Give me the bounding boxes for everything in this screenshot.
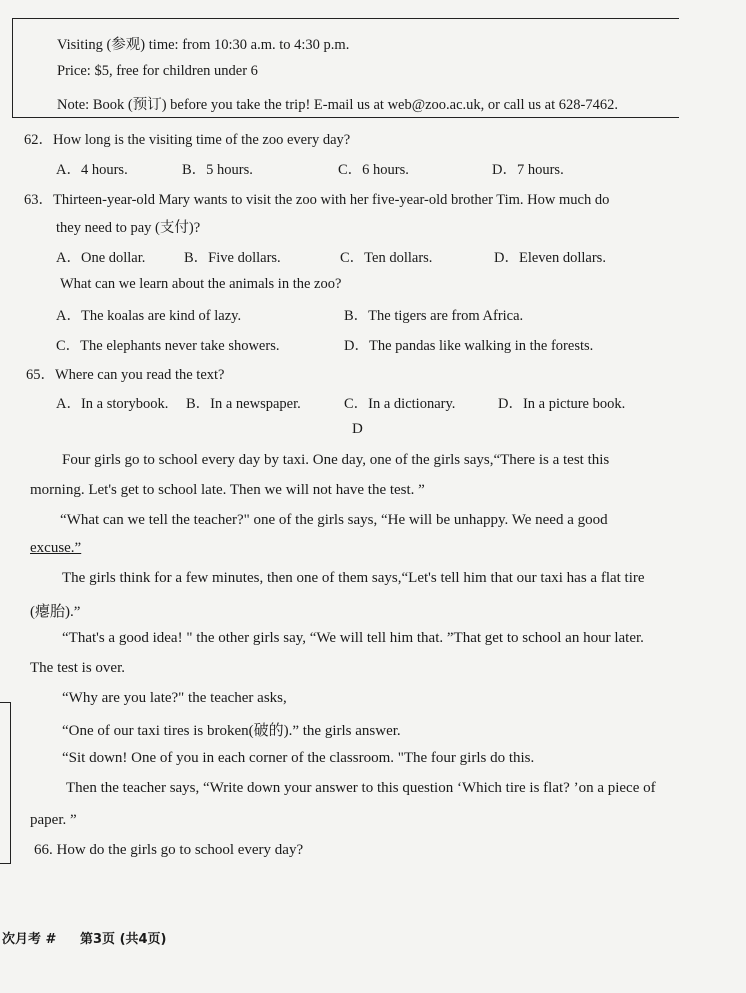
q63-option-a: A．One dollar. [56,250,146,266]
q64-option-b: B．The tigers are from Africa. [344,308,524,324]
booking-note: Note: Book (预订) before you take the trip! E-mail us at web@zoo.ac.uk, or call us at 628-7462. [57,97,618,113]
question-62: 62．How long is the visiting time of the zoo every day? [24,132,351,148]
passage-line: Then the teacher says, “Write down your answer to this question ‘Which tire is flat? ’on a piece of [66,780,656,796]
margin-bracket [0,702,11,864]
price: Price: $5, free for children under 6 [57,63,258,79]
question-66: 66. How do the girls go to school every day? [34,842,304,858]
q63-option-d: D．Eleven dollars. [494,250,606,266]
q65-option-b: B．In a newspaper. [186,396,301,412]
footer-page-number: 第3页 (共4页) [80,932,167,947]
q64-option-c: C．The elephants never take showers. [56,338,280,354]
q64-option-d: D．The pandas like walking in the forests. [344,338,594,354]
passage-line: “Sit down! One of you in each corner of the classroom. "The four girls do this. [62,750,535,766]
passage-line: “That's a good idea! " the other girls say, “We will tell him that. ”That get to school an hour later. [62,630,644,646]
question-63-line2: they need to pay (支付)? [56,220,201,236]
q62-option-d: D．7 hours. [492,162,564,178]
q63-option-c: C．Ten dollars. [340,250,433,266]
passage-line: The girls think for a few minutes, then one of them says,“Let's tell him that our taxi has a flat tire [62,570,645,586]
q62-option-b: B．5 hours. [182,162,253,178]
q65-option-a: A．In a storybook. [56,396,169,412]
footer-exam-label: 次月考 # [2,932,57,947]
q65-option-c: C．In a dictionary. [344,396,456,412]
q62-option-c: C．6 hours. [338,162,409,178]
passage-line: Four girls go to school every day by taxi. One day, one of the girls says,“There is a test this [62,452,610,468]
passage-line: “One of our taxi tires is broken(破的).” the girls answer. [62,723,401,739]
visiting-time: Visiting (参观) time: from 10:30 a.m. to 4:30 p.m. [57,37,350,53]
question-63: 63．Thirteen-year-old Mary wants to visit the zoo with her five-year-old brother Tim. How much do [24,192,610,208]
passage-line: morning. Let's get to school late. Then we will not have the test. ” [30,482,425,498]
passage-line: The test is over. [30,660,125,676]
question-65: 65．Where can you read the text? [26,367,225,383]
passage-line: “What can we tell the teacher?" one of the girls says, “He will be unhappy. We need a good [60,512,608,528]
q63-option-b: B．Five dollars. [184,250,281,266]
q65-option-d: D．In a picture book. [498,396,626,412]
passage-line: excuse.” [30,540,82,556]
zoo-info-box [12,18,679,118]
section-letter: D [352,421,363,437]
passage-line: paper. ” [30,812,77,828]
q62-option-a: A．4 hours. [56,162,128,178]
q64-option-a: A．The koalas are kind of lazy. [56,308,242,324]
passage-line: “Why are you late?" the teacher asks, [62,690,287,706]
question-64: What can we learn about the animals in the zoo? [60,276,342,292]
passage-line: (瘪胎).” [30,604,81,620]
